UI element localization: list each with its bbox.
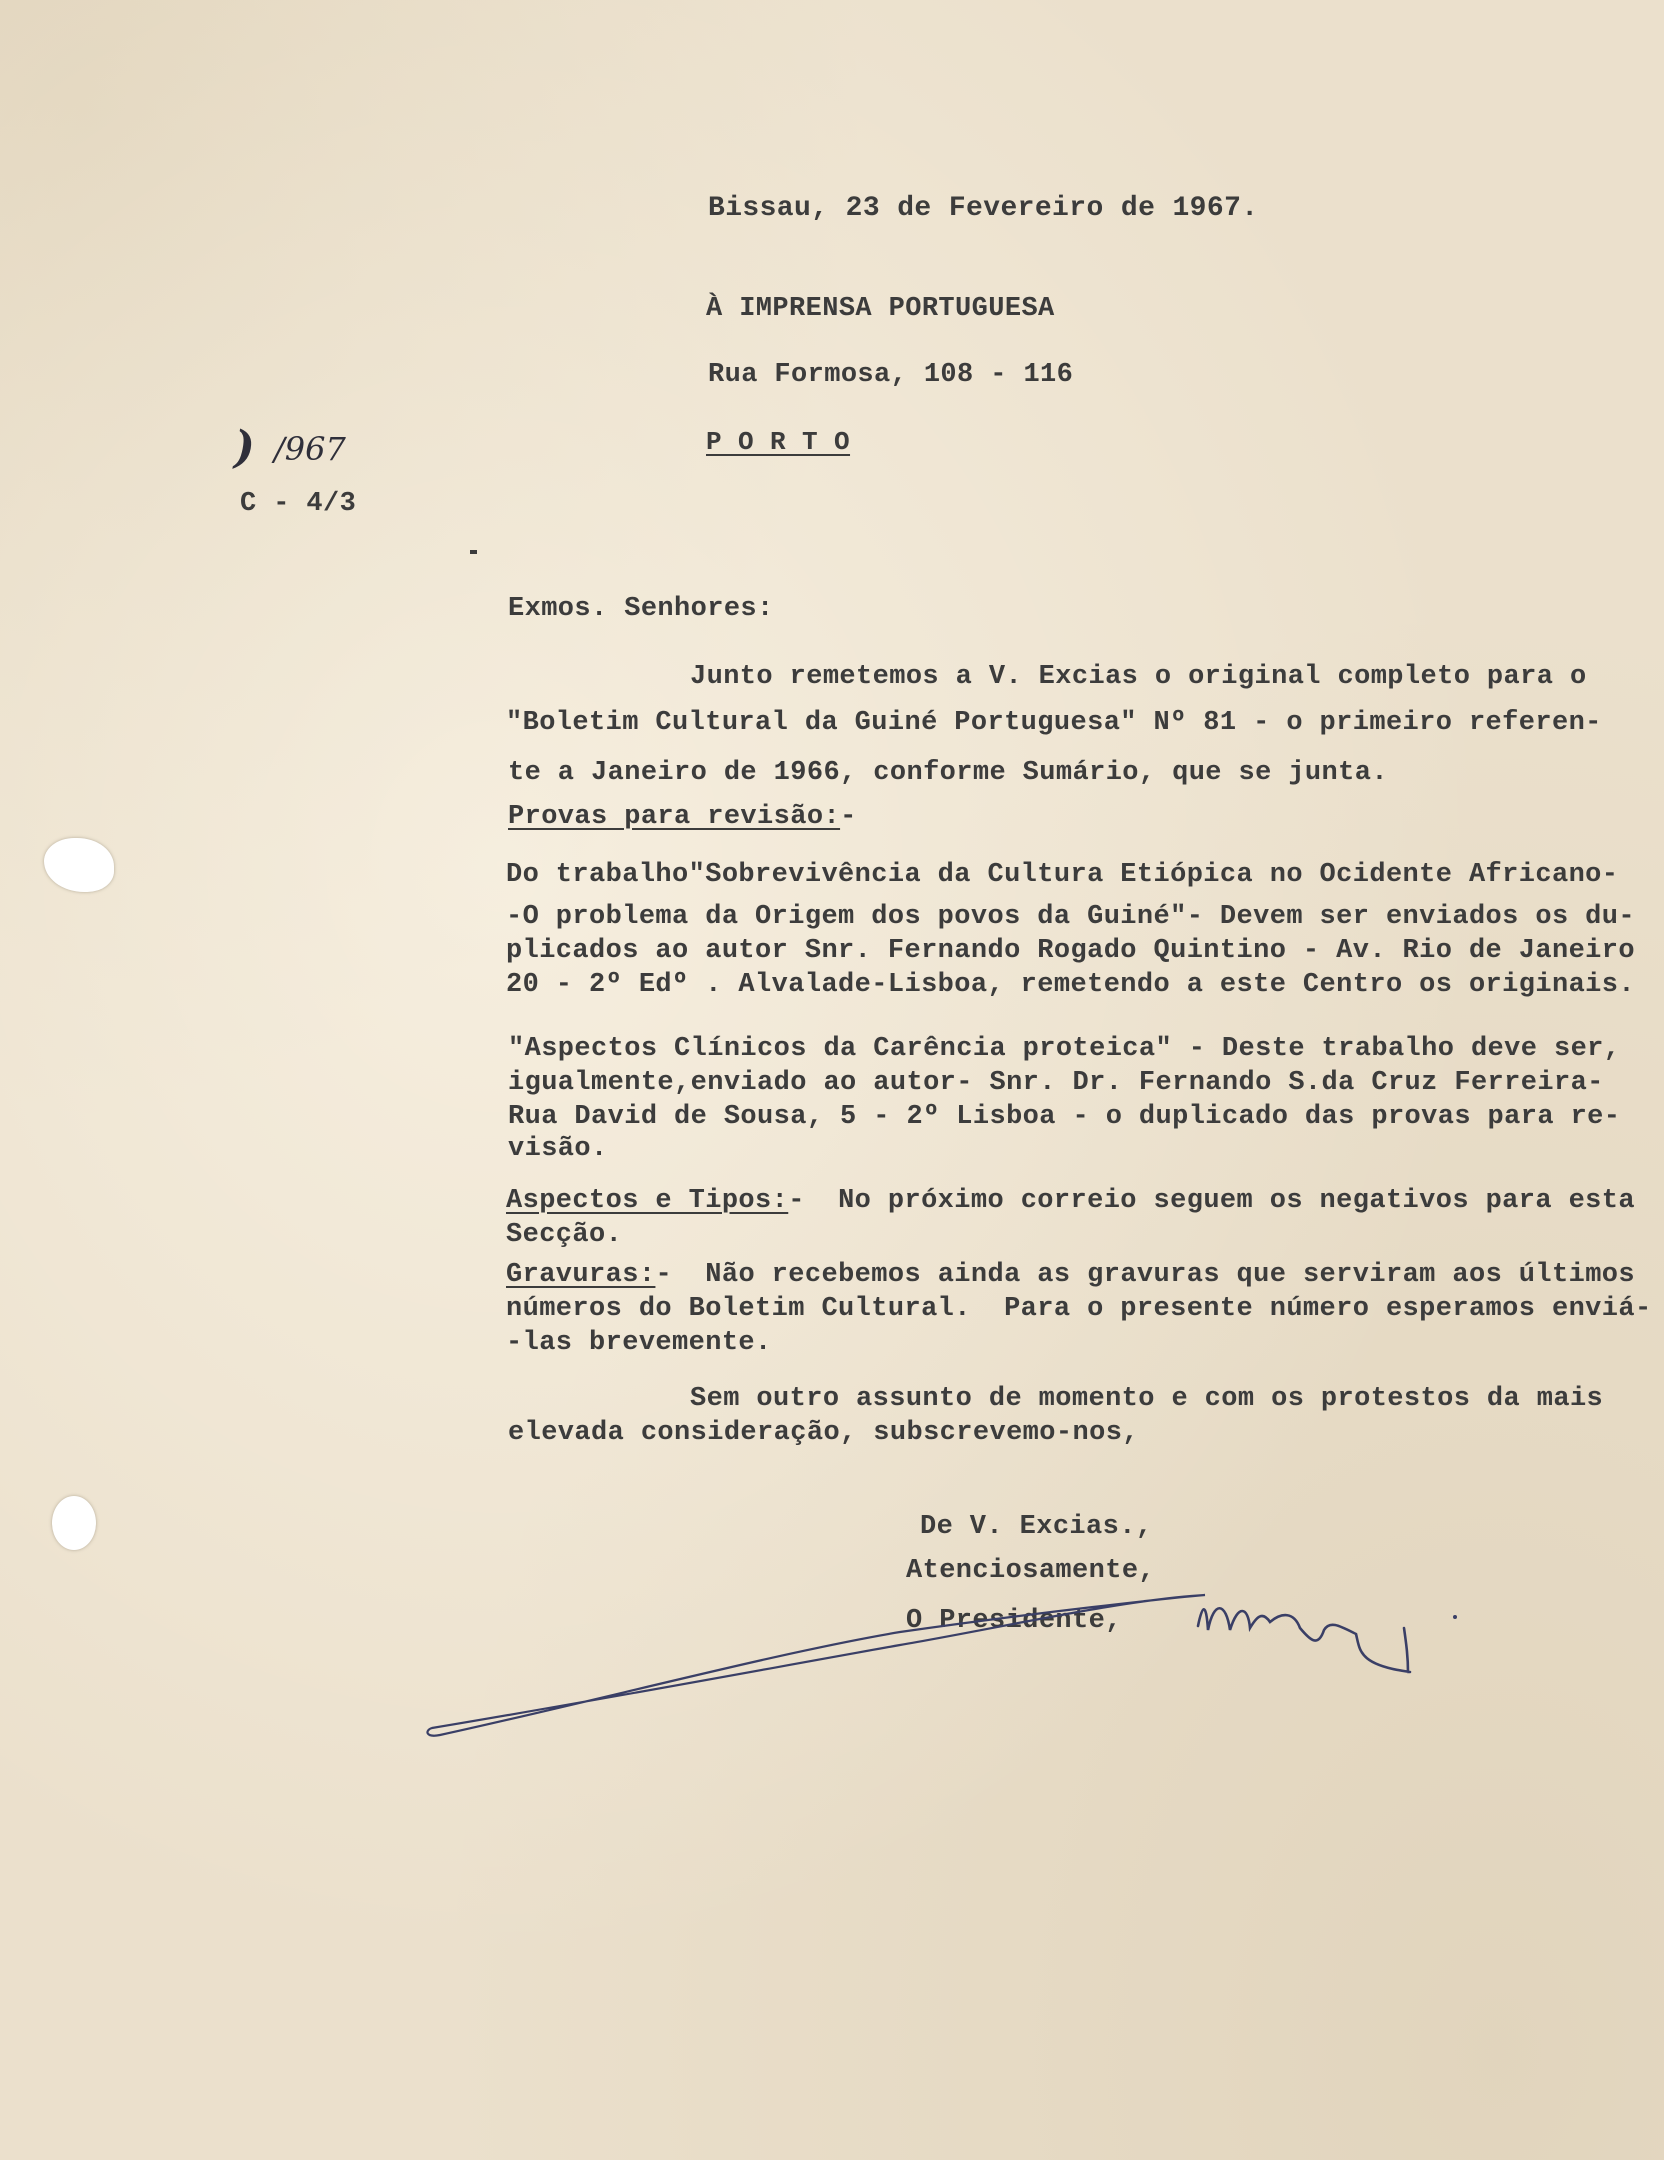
- closing-line-2: Atenciosamente,: [906, 1556, 1156, 1586]
- closing-line-1: De V. Excias.,: [920, 1512, 1153, 1542]
- aspectos-tipos-line-2: Secção.: [506, 1220, 623, 1250]
- paragraph-1-line-1: Junto remetemos a V. Excias o original completo para o: [690, 662, 1587, 692]
- clinicos-line-3: Rua David de Sousa, 5 - 2º Lisboa - o duplicado das provas para re-: [508, 1102, 1621, 1132]
- aspectos-tipos-text: No próximo correio seguem os negativos para esta: [804, 1186, 1635, 1216]
- recipient-street: Rua Formosa, 108 - 116: [708, 360, 1074, 390]
- reference-year: /967: [274, 430, 346, 468]
- provas-heading-text: Provas para revisão:: [508, 802, 841, 832]
- recipient-name: À IMPRENSA PORTUGUESA: [706, 294, 1055, 324]
- reference-code: C - 4/3: [240, 489, 357, 519]
- aspectos-tipos-heading: Aspectos e Tipos:: [506, 1186, 789, 1216]
- provas-heading-suffix: -: [840, 802, 857, 832]
- closing-paragraph-line-1: Sem outro assunto de momento e com os protestos da mais: [690, 1384, 1604, 1414]
- clinicos-line-4: visão.: [508, 1134, 608, 1164]
- gravuras-heading-suffix: -: [655, 1260, 673, 1290]
- clinicos-line-1: "Aspectos Clínicos da Carência proteica" - Deste trabalho deve ser,: [508, 1034, 1621, 1064]
- gravuras-heading: Gravuras:: [506, 1260, 656, 1290]
- paragraph-1-line-3: te a Janeiro de 1966, conforme Sumário, que se junta.: [508, 758, 1388, 788]
- gravuras-line-2: números do Boletim Cultural. Para o presente número esperamos enviá-: [506, 1294, 1652, 1324]
- paragraph-1-line-2: "Boletim Cultural da Guiné Portuguesa" Nº 81 - o primeiro referen-: [506, 708, 1602, 738]
- gravuras-text: Não recebemos ainda as gravuras que serviram aos últimos: [672, 1260, 1635, 1290]
- provas-line-3: plicados ao autor Snr. Fernando Rogado Quintino - Av. Rio de Janeiro: [506, 936, 1635, 966]
- reference-handwritten-number: ): [234, 422, 255, 473]
- closing-paragraph-line-2: elevada consideração, subscrevemo-nos,: [508, 1418, 1139, 1448]
- salutation: Exmos. Senhores:: [508, 594, 774, 624]
- closing-line-3: O Presidente,: [906, 1606, 1122, 1636]
- place-date: Bissau, 23 de Fevereiro de 1967.: [708, 193, 1259, 224]
- provas-line-4: 20 - 2º Edº . Alvalade-Lisboa, remetendo a este Centro os originais.: [506, 970, 1635, 1000]
- recipient-city: P O R T O: [706, 427, 851, 457]
- provas-line-1: Do trabalho"Sobrevivência da Cultura Etiópica no Ocidente Africano-: [506, 860, 1619, 890]
- gravuras-line-3: -las brevemente.: [506, 1328, 772, 1358]
- aspectos-tipos-heading-suffix: -: [788, 1186, 805, 1216]
- provas-line-2: -O problema da Origem dos povos da Guiné"- Devem ser enviados os du-: [506, 902, 1635, 932]
- clinicos-line-2: igualmente,enviado ao autor- Snr. Dr. Fernando S.da Cruz Ferreira-: [508, 1068, 1604, 1098]
